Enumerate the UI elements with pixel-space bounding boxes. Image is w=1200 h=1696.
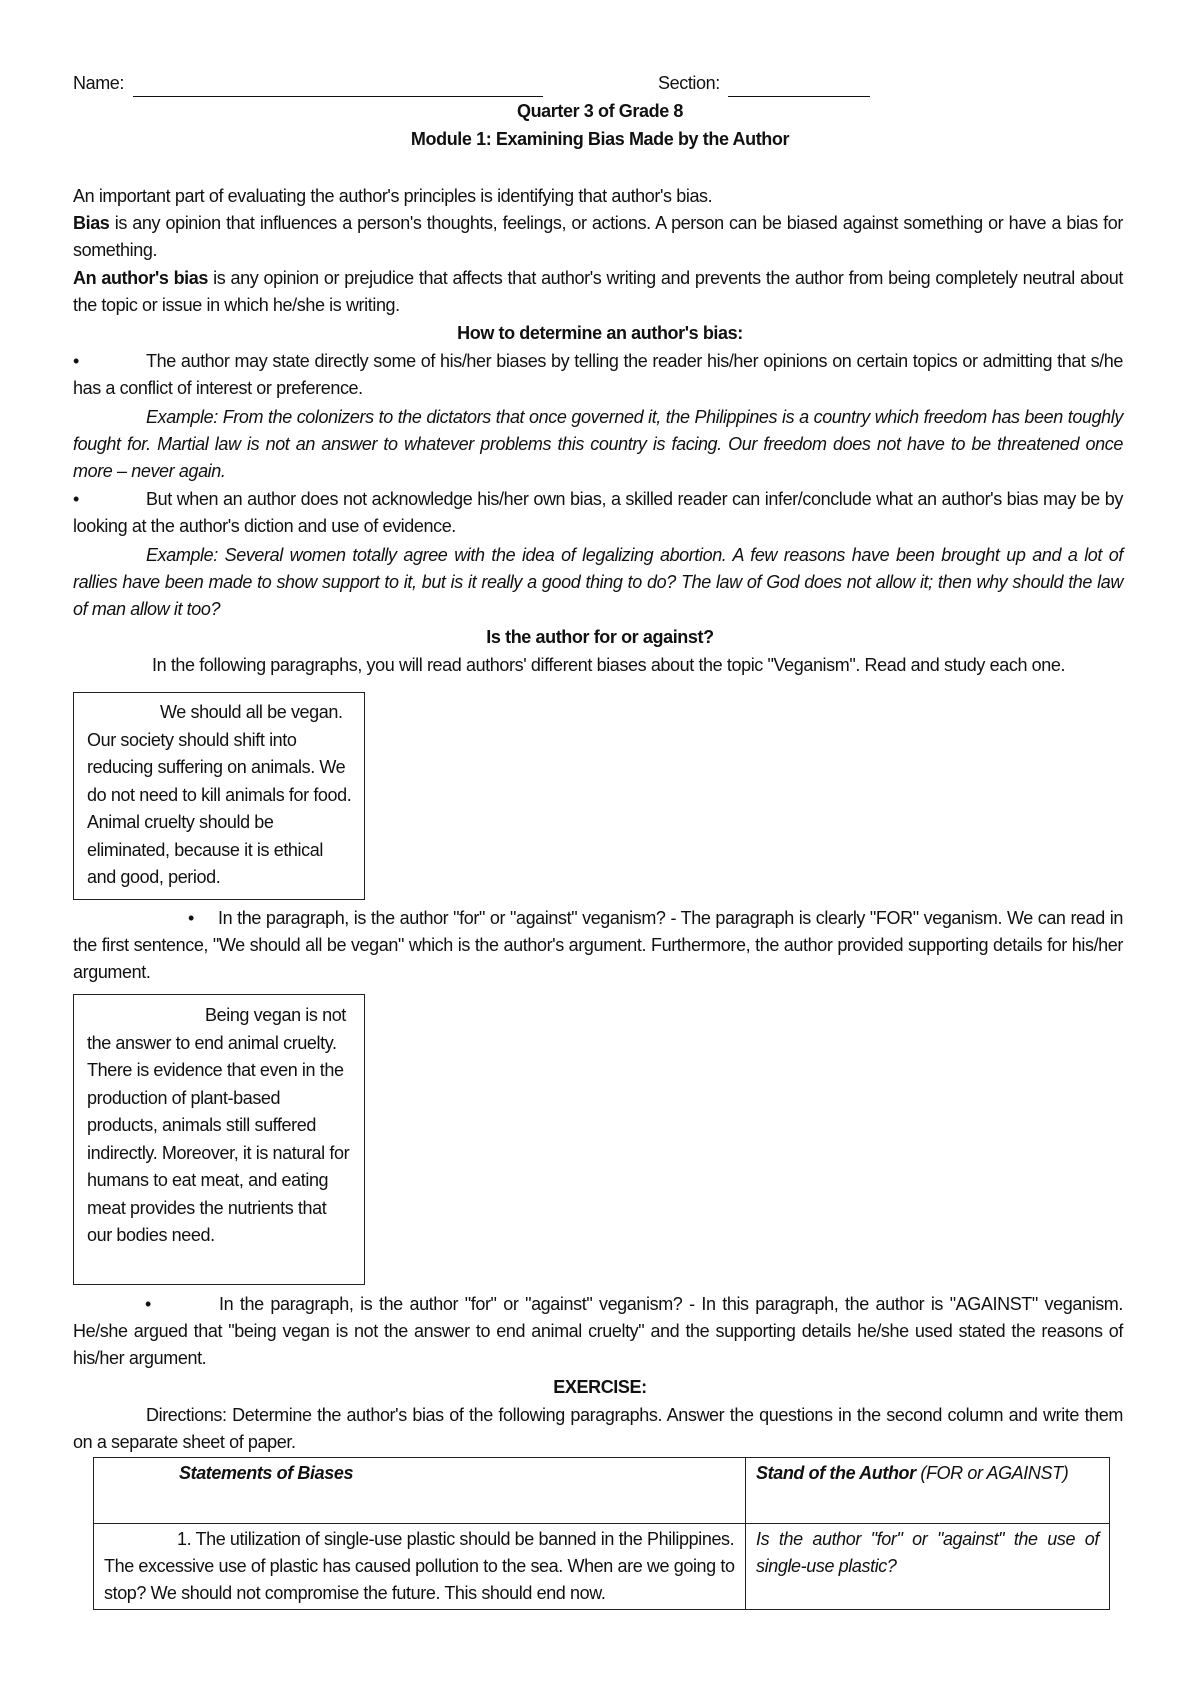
col1-header-text: Statements of Biases: [179, 1463, 354, 1483]
answer-1: In the paragraph, is the author "for" or "against" veganism? - The paragraph is clearly "FOR" veganism. We can read in the first sentence, "We should all be vegan" which is the author's argument. Furthermore, the author provided supporting details for his/her argument.: [73, 908, 1123, 982]
bullet-symbol: •: [73, 489, 79, 509]
table-header-row: [94, 1458, 1110, 1524]
bullet-symbol: •: [145, 1294, 151, 1314]
section-label: Section:: [658, 73, 720, 93]
exercise-directions: Directions: Determine the author's bias of the following paragraphs. Answer the questions in the second column and write them on a separate sheet of paper.: [73, 1405, 1123, 1452]
col2-header-bold: Stand of the Author: [756, 1463, 916, 1483]
intro-paragraph: An important part of evaluating the author's principles is identifying that author's bias.: [73, 186, 713, 206]
row1-question: Is the author "for" or "against" the use of single-use plastic?: [746, 1524, 1110, 1610]
bullet-symbol: •: [73, 351, 79, 371]
bullet-symbol: •: [188, 908, 194, 928]
bullet-1-text: The author may state directly some of his/her biases by telling the reader his/her opinions on certain topics or admitting that s/he has a conflict of interest or preference.: [73, 351, 1123, 398]
author-bias-def-text: is any opinion or prejudice that affects that author's writing and prevents the author from being completely neutral about the topic or issue in which he/she is writing.: [73, 268, 1124, 315]
for-against-heading: Is the author for or against?: [486, 627, 714, 647]
name-label: Name:: [73, 73, 125, 93]
answer-2: In the paragraph, is the author "for" or "against" veganism? - In this paragraph, the author is "AGAINST" veganism. He/she argued that "being vegan is not the answer to end animal cruelty" and the supporting details he/she used stated the reasons of his/her argument.: [73, 1294, 1123, 1368]
for-against-intro: In the following paragraphs, you will read authors' different biases about the topic "Veganism". Read and study each one.: [152, 655, 1066, 675]
col1-header: [94, 1458, 746, 1524]
paragraph-box-2-text: Being vegan is not the answer to end animal cruelty. There is evidence that even in the production of plant-based products, animals still suffered indirectly. Moreover, it is natural for humans to eat meat, and eating meat provides the nutrients that our bodies need.: [87, 1005, 350, 1245]
author-bias-term: An author's bias: [73, 268, 209, 288]
paragraph-box-1-text: We should all be vegan. Our society should shift into reducing suffering on animals. We do not need to kill animals for food. Animal cruelty should be eliminated, because it is ethical and good, period.: [87, 702, 352, 887]
example-1: Example: From the colonizers to the dictators that once governed it, the Philippines is a country which freedom has been toughly fought for. Martial law is not an answer to whatever problems this country is facing. Our freedom does not have to be threatened once more – never again.: [73, 407, 1123, 481]
exercise-heading: EXERCISE:: [553, 1377, 647, 1397]
determine-heading: How to determine an author's bias:: [457, 323, 743, 343]
section-blank[interactable]: [728, 76, 870, 97]
table-row: [94, 1524, 1110, 1610]
example-2: Example: Several women totally agree with the idea of legalizing abortion. A few reasons have been brought up and a lot of rallies have been made to show support to it, but is it really a good thing to do? The law of God does not allow it; then why should the law of man allow it too?: [73, 545, 1123, 619]
name-line: [73, 70, 543, 97]
bias-def-text: is any opinion that influences a person's thoughts, feelings, or actions. A person can be biased against something or have a bias for something.: [73, 213, 1123, 260]
bias-definition: [73, 210, 1123, 264]
section-line: [658, 70, 870, 97]
bias-term: Bias: [73, 213, 110, 233]
module-title: Module 1: Examining Bias Made by the Author: [410, 129, 790, 149]
exercise-table: [93, 1457, 1110, 1610]
name-blank[interactable]: [133, 76, 543, 97]
row1-statement: 1. The utilization of single-use plastic should be banned in the Philippines. The excessive use of plastic has caused pollution to the sea. When are we going to stop? We should not compromise the future. This should end now.: [94, 1524, 746, 1610]
quarter-title: Quarter 3 of Grade 8: [516, 101, 684, 121]
col2-header-rest: (FOR or AGAINST): [915, 1463, 1069, 1483]
bullet-2-text: But when an author does not acknowledge his/her own bias, a skilled reader can infer/conclude what an author's bias may be by looking at the author's diction and use of evidence.: [73, 489, 1123, 536]
author-bias-definition: [73, 265, 1123, 319]
col2-header: [746, 1458, 1110, 1524]
